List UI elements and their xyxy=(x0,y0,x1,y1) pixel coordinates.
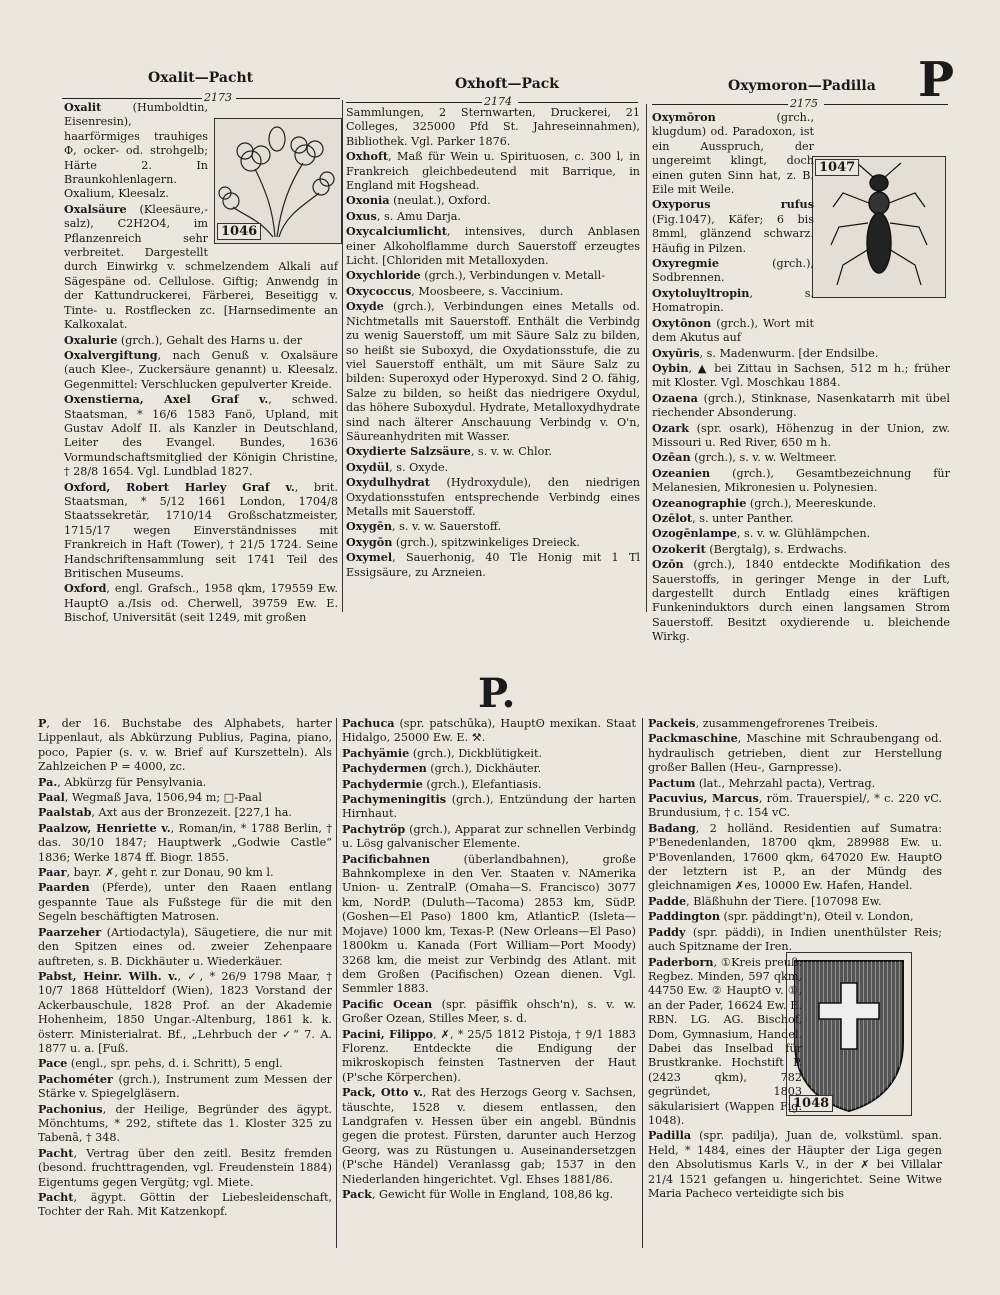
dictionary-entry xyxy=(64,333,338,348)
entry-text: (grch.), Stinknase, Nasenkatarrh mit übel riechender Absonderung. xyxy=(652,391,950,420)
entry-text: (spr. padilja), Juan de, volkstüml. span. Held, * 1484, eines der Häupter der Liga gegen den Absolutismus Karls V., in der ✗ bei Villalar 21/4 1521 gefangen u. hingerichtet. Seine Witwe Maria Pacheco verteidigte sich bis xyxy=(648,1129,942,1200)
entry-text: , der 16. Buchstabe des Alphabets, harter Lippenlaut, als Abkürzung Publius, Pagina, piano, poco, Papier (s. v. w. Brief auf Kurszetteln). Als Zahlzeichen P = 4000, zc. xyxy=(38,717,332,774)
entry-text: (grch.), Verbindungen eines Metalls od. Nichtmetalls mit Sauerstoff. Enthält die Verbindg zu wenig Sauerstoff, um mit Säure Salz zu bilden, so heißt sie Suboxyd, die Oxydationsstufe, die zu viel Sauerstoff enthält, um mit Säure Salz zu bilden: Superoxyd oder Hyperoxyd. Sind 2 O. fähig, Salze zu bilden, so heißt das niedrigere Oxydul, das höhere Suboxydul. Hydrate, Metalloxydhydrate sind nach älterer Anschauung Verbindg v. O'n, Säureanhydriten mit Wasser. xyxy=(346,300,640,443)
dictionary-entry xyxy=(342,1085,636,1187)
entry-text: (grch.), 1840 entdeckte Modifikation des Sauerstoffs, in geringer Menge in der Luft, dargestellt durch Entladg eines kräftigen Funkeninduktors durch einen langsamen Strom Sauerstoff. Besitzt oxydierende u. bleichende Wirkg. xyxy=(652,558,950,644)
entry-headword: Oxymōron xyxy=(652,110,716,124)
entry-text: (grch.), Elefantiasis. xyxy=(422,777,542,791)
dictionary-entry xyxy=(342,822,636,852)
entry-headword: Oxychloride xyxy=(346,268,421,283)
lower-column-right xyxy=(648,716,942,1201)
entry-text: (spr. osark), Höhenzug in der Union, zw. Missouri u. Red River, 650 m h. xyxy=(652,421,950,449)
entry-headword: Oxonia xyxy=(346,193,390,208)
entry-text: (lat., Mehrzahl pacta), Vertrag. xyxy=(695,776,876,790)
entry-text: , Vertrag über den zeitl. Besitz fremden (besond. fruchttragenden, vgl. Freudenstein 1884) Eigentums gegen Vergütg; vgl. Miete. xyxy=(38,1146,332,1189)
entry-text: (engl., spr. pehs, d. i. Schritt), 5 engl. xyxy=(67,1057,283,1071)
dictionary-entry xyxy=(38,1146,332,1190)
entry-text: , Roman/in, * 1788 Berlin, † das. 30/10 1847; Hauptwerk „Godwie Castle“ 1836; Werke 1874 ff. Biogr. 1855. xyxy=(38,821,332,864)
entry-headword: Oxalsäure xyxy=(64,201,127,216)
figure-number: 1048 xyxy=(789,1095,833,1112)
entry-text: , s. Oxyde. xyxy=(389,460,449,474)
entry-text: (grch.), Verbindungen v. Metall- xyxy=(420,269,605,283)
dictionary-entry xyxy=(648,776,942,791)
entry-headword: Oxydierte Salzsäure xyxy=(346,444,471,459)
entry-headword: Oxydül xyxy=(346,459,390,474)
entry-headword: Paalstab xyxy=(38,805,92,820)
entry-headword: Pabst, Heinr. Wilh. v. xyxy=(38,968,178,983)
entry-headword: Pack, Otto v. xyxy=(342,1085,423,1100)
entry-text: , ✓, * 26/9 1798 Maar, † 10/7 1868 Hütteldorf (Wien), 1823 Vorstand der Ackerbauschule, 1828 Prof. an der Akademie Hohenheim, 1850 Ungar.-Altenburg, 1861 k. k. österr. Ministerialrat. Bf., „Lehrbuch der ✓“ 7. A. 1877 u. a. [Fuß. xyxy=(38,969,333,1055)
lower-column-left xyxy=(38,716,332,1220)
section-divider-letter: P. xyxy=(478,670,516,717)
entry-headword: Ozeanien xyxy=(652,465,711,480)
entry-headword: Oxford xyxy=(64,581,107,596)
entry-headword: Pacini, Filippo xyxy=(342,1026,433,1041)
entry-text: (Artiodactyla), Säugetiere, die nur mit den Spitzen eines od. zweier Zehenpaare auftreten, s. B. Dickhäuter u. Wiederkäuer. xyxy=(38,925,332,968)
entry-text: , Maß für Wein u. Spirituosen, c. 300 l, in Frankreich gleichbedeutend mit Barrique, in England mit Hogshead. xyxy=(346,150,640,193)
dictionary-entry xyxy=(38,821,332,865)
entry-text: (überlandbahnen), große Bahnkomplexe in den Ver. Staaten v. NAmerika Union- u. ZentralP. (Omaha—S. Francisco) 3077 km, NordP. (Duluth—Tacoma) 2853 km, SüdP. (Goshen—El Paso) 1800 km, AtlanticP. (Isleta—Mojave) 1000 km, Texas-P. (New Orleans—El Paso) 1800km u. Kanada (Fort William—Port Moody) 3268 km, die meist zur Verbindg des Atlant. mit dem Großen (Pacifischen) Ozean dienen. Vgl. Semmler 1883. xyxy=(342,852,636,996)
entry-text: (grch.), Dickblütigkeit. xyxy=(409,746,543,760)
upper-column-right xyxy=(652,110,950,645)
entry-headword: Packeis xyxy=(648,716,696,730)
entry-text: , s. unter Panther. xyxy=(692,511,794,525)
entry-headword: Padde xyxy=(648,893,687,908)
header-center-title: Oxhoft—Pack xyxy=(455,76,559,92)
entry-text: (Pferde), unter den Raaen entlang gespannte Taue als Fußstege für die mit den Segeln beschäftigten Matrosen. xyxy=(38,881,332,924)
dictionary-entry xyxy=(342,761,636,776)
entry-text: , engl. Grafsch., 1958 qkm, 179559 Ew. Hauptʘ a./Isis od. Cherwell, 39759 Ew. E. Bischof, Universität (seit 1249, mit großen xyxy=(64,582,338,625)
entry-headword: Pacht xyxy=(38,1145,74,1160)
entry-headword: Ozokerit xyxy=(652,541,706,556)
entry-text: (grch.), Meereskunde. xyxy=(746,496,877,510)
column-divider xyxy=(342,100,343,612)
entry-headword: Ozēan xyxy=(652,450,691,465)
dictionary-entry xyxy=(64,480,338,582)
entry-headword: Oxyde xyxy=(346,299,384,314)
entry-text: , s. v. w. Sauerstoff. xyxy=(392,520,502,534)
dictionary-entry xyxy=(38,1102,332,1146)
rule-center-b xyxy=(518,102,638,103)
entry-text: , der Heilige, Begründer des ägypt. Mönchtums, * 292, stiftete das 1. Kloster 325 zu Tabenā, † 348. xyxy=(38,1102,332,1145)
entry-text: , s. Amu Darja. xyxy=(376,209,461,223)
rule-right-a xyxy=(652,104,788,105)
entry-text: (grch.), Gesamtbezeichnung für Melanesien, Mikronesien u. Polynesien. xyxy=(652,466,950,495)
dictionary-entry xyxy=(342,716,636,746)
dictionary-entry xyxy=(648,894,942,909)
dictionary-entry xyxy=(648,716,942,731)
entry-headword: Pacificbahnen xyxy=(342,851,430,866)
entry-headword: Oxus xyxy=(346,208,377,223)
entry-headword: Oxyregmie xyxy=(652,256,719,271)
entry-text: , ägypt. Göttin der Liebesleidenschaft, Tochter der Rah. Mit Katzenkopf. xyxy=(38,1191,332,1219)
entry-text: (grch.), Apparat zur schnellen Verbindg u. Lösg galvanischer Elemente. xyxy=(342,822,636,851)
rule-left-b xyxy=(236,98,340,99)
entry-headword: Oxytōnon xyxy=(652,315,712,330)
dictionary-entry xyxy=(38,969,332,1056)
dictionary-entry xyxy=(648,791,942,821)
dictionary-entry xyxy=(342,746,636,761)
entry-headword: Oxford, Robert Harley Graf v. xyxy=(64,479,295,494)
dictionary-entry xyxy=(38,1072,332,1102)
dictionary-entry xyxy=(346,550,640,580)
entry-text: , Rat des Herzogs Georg v. Sachsen, täuschte, 1528 v. diesem entlassen, den Landgrafen v. Hessen über ein angebl. Bündnis gegen die protest. Fürsten, darunter auch Herzog Georg, was zu Rüstungen u. Auseinandersetzgen (P'sche Händel) Veranlassg gab; 1537 in den Niederlanden hingerichtet. Vgl. Ehses 1881/86. xyxy=(342,1086,636,1186)
entry-text: , schwed. Staatsman, * 16/6 1583 Fanö, Upland, mit Gustav Adolf II. als Kanzler in Deutschland, Leiter des Evangel. Bundes, 1636 Vormundschaftsmitglied der Königin Christine, † 28/8 1654. Vgl. Lundblad 1827. xyxy=(64,393,338,479)
entry-headword: Badang xyxy=(648,820,696,835)
dictionary-entry xyxy=(38,805,332,820)
dictionary-entry xyxy=(342,852,636,997)
entry-headword: Oxydulhydrat xyxy=(346,475,430,490)
entry-text: (spr. patschūka), Hauptʘ mexikan. Staat Hidalgo, 25000 Ew. E. ⚒. xyxy=(342,717,636,745)
entry-text: , s. v. w. Chlor. xyxy=(470,445,552,459)
entry-headword: Ozēlot xyxy=(652,510,693,525)
figure-spacer xyxy=(208,118,338,250)
entry-headword: Packmaschine xyxy=(648,731,738,746)
entry-text: Sammlungen, 2 Sternwarten, Druckerei, 21 Colleges, 325000 Pfd St. Jahreseinnahmen), Bibliothek. Vgl. Parker 1876. xyxy=(346,106,640,148)
dictionary-entry xyxy=(346,444,640,459)
dictionary-entry xyxy=(64,392,338,479)
dictionary-entry xyxy=(346,460,640,475)
entry-headword: Oxhoft xyxy=(346,149,388,164)
page-number-center: 2174 xyxy=(484,95,512,108)
entry-text: (grch.), Entzündung der harten Hirnhaut. xyxy=(342,793,636,821)
lower-column-center xyxy=(342,716,636,1202)
entry-text: (Kleesäure,-salz), C2H2O4, im Pflanzenreich sehr verbreitet. Dargestellt durch Einwirkg v. schmelzendem Alkali auf Sägespäne od. Cellulose. Giftig; Anwendg in der Kattundruckerei, Färberei, Beseitigg v. Tinte- u. Rostflecken zc. [Harnsedimente an Kalkoxalat. xyxy=(64,202,338,332)
rule-right-b xyxy=(824,104,948,105)
dictionary-entry xyxy=(342,777,636,792)
entry-text: , ▲ bei Zittau in Sachsen, 512 m h.; früher mit Kloster. Vgl. Moschkau 1884. xyxy=(652,361,950,390)
dictionary-entry xyxy=(38,775,332,790)
dictionary-entry xyxy=(38,925,332,969)
entry-text: , Moosbeere, s. Vaccinium. xyxy=(411,284,564,298)
dictionary-entry xyxy=(38,716,332,775)
entry-text: , zusammengefrorenes Treibeis. xyxy=(695,717,879,730)
entry-headword: Pachymeningitis xyxy=(342,792,447,807)
dictionary-entry xyxy=(346,284,640,299)
entry-text: , s. v. w. Glühlämpchen. xyxy=(736,527,871,541)
header-right-title: Oxymoron—Padilla xyxy=(728,78,876,94)
entry-text: , Gewicht für Wolle in England, 108,86 kg. xyxy=(371,1188,614,1201)
entry-text: (spr. päsiffik ohsch'n), s. v. w. Großer Ozean, Stilles Meer, s. d. xyxy=(342,997,636,1026)
entry-headword: Pachyämie xyxy=(342,745,410,760)
header-left-title: Oxalit—Pacht xyxy=(148,70,254,86)
entry-headword: Ozark xyxy=(652,420,689,435)
entry-headword: Paddington xyxy=(648,909,720,924)
entry-headword: Ozeanographie xyxy=(652,495,747,510)
dictionary-entry xyxy=(652,496,950,511)
entry-text: (grch.), Gehalt des Harns u. der xyxy=(117,333,303,347)
page-number-right: 2175 xyxy=(790,97,818,110)
entry-text: , Abkürzg für Pensylvania. xyxy=(57,775,207,789)
dictionary-entry xyxy=(346,475,640,519)
entry-headword: Paal xyxy=(38,790,65,805)
dictionary-entry xyxy=(346,149,640,193)
entry-headword: Oybin xyxy=(652,360,689,375)
dictionary-entry xyxy=(346,519,640,534)
entry-text: , Maschine mit Schraubengang od. hydraulisch getrieben, dient zur Herstellung großer Ballen (Heu-, Garnpresse). xyxy=(648,732,942,775)
entry-headword: P xyxy=(38,716,47,730)
dictionary-entry xyxy=(38,1056,332,1071)
dictionary-entry xyxy=(652,557,950,644)
entry-headword: Pachytröp xyxy=(342,821,406,836)
column-divider xyxy=(336,718,337,1248)
entry-text: , Sauerhonig, 40 Tle Honig mit 1 Tl Essigsäure, zu Arzneien. xyxy=(346,551,640,579)
entry-headword: Pachonius xyxy=(38,1101,103,1116)
dictionary-entry xyxy=(64,348,338,392)
entry-headword: Paarden xyxy=(38,880,90,895)
entry-text: (grch.), Instrument zum Messen der Stärke v. Spiegelgläsern. xyxy=(38,1072,332,1101)
entry-headword: Oxyūris xyxy=(652,345,700,360)
entry-text: (Hydroxydule), den niedrigen Oxydationsstufen entsprechende Verbindg eines Metalls mit Sauerstoff. xyxy=(346,476,640,518)
entry-text: (Humboldtin, Eisenresin), haarförmiges trauhiges Φ, ocker- od. strohgelb; Härte 2. In Braunkohlenlagern. xyxy=(64,101,208,187)
dictionary-entry xyxy=(342,1027,636,1086)
entry-headword: Pack xyxy=(342,1187,372,1201)
dictionary-entry xyxy=(38,790,332,805)
entry-headword: Paddy xyxy=(648,924,686,939)
column-divider xyxy=(642,718,643,1248)
entry-text: , Wegmaß Java, 1506,94 m; □-Paal xyxy=(64,791,262,805)
entry-text: (grch.), spitzwinkeliges Dreieck. xyxy=(392,535,580,549)
dictionary-entry xyxy=(38,865,332,880)
entry-text: (grch.), Sodbrennen. xyxy=(652,257,814,285)
figure-spacer xyxy=(802,955,942,1121)
entry-headword: Paalzow, Henriette v. xyxy=(38,820,171,835)
entry-headword: Oxalurie xyxy=(64,332,118,347)
entry-text: , brit. Staatsman, * 5/12 1661 London, 1704/8 Staatssekretär, 1710/14 Großschatzmeister, 1715/17 wegen Einverständnisses mit Frankreich in Haft (Tower), † 21/5 1724. Seine Handschriftensammlung seit 1741 Teil des Britischen Museums. xyxy=(64,480,338,580)
dictionary-entry xyxy=(64,581,338,625)
entry-headword: Pace xyxy=(38,1056,68,1071)
entry-text: (grch.), Wort mit dem Akutus auf xyxy=(652,316,814,345)
entry-text: , Bläßhuhn der Tiere. [107098 Ew. xyxy=(686,894,882,908)
dictionary-entry xyxy=(652,511,950,526)
entry-text: , ①Kreis preuß. Regbez. Minden, 597 qkm, 44750 Ew. ② Hauptʘ v. ①, an der Pader, 16624 Ew. E. RBN. LG. AG. Bischof, Dom, Gymnasium, Handel. Dabei das Inselbad für Brustkranke. Hochstift P. (2423 qkm), 782 gegründet, 1803 säkularisiert (Wappen Fig. 1048). xyxy=(648,955,802,1127)
entry-headword: Oxyporus rufus xyxy=(652,197,814,212)
entry-headword: Oxygēn xyxy=(346,519,392,534)
entry-headword: Oxalvergiftung xyxy=(64,347,158,362)
entry-text: (neulat.), Oxford. xyxy=(389,194,491,208)
entry-text: (grch.), Dickhäuter. xyxy=(426,762,542,776)
entry-headword: Oxenstierna, Axel Graf v. xyxy=(64,392,269,407)
dictionary-entry xyxy=(342,997,636,1027)
dictionary-entry xyxy=(648,731,942,775)
dictionary-entry xyxy=(342,792,636,822)
dictionary-entry xyxy=(346,106,640,149)
entry-headword: Pactum xyxy=(648,775,696,790)
entry-text: (grch.), s. v. w. Weltmeer. xyxy=(690,451,837,465)
rule-center-a xyxy=(346,102,482,103)
entry-headword: Oxycoccus xyxy=(346,283,412,298)
entry-headword: Pachydermie xyxy=(342,776,423,791)
entry-headword: Pacific Ocean xyxy=(342,996,433,1011)
dictionary-entry xyxy=(346,535,640,550)
rule-left-a xyxy=(62,98,202,99)
dictionary-entry xyxy=(648,1128,942,1201)
entry-headword: Ozogēnlampe xyxy=(652,526,737,541)
entry-text: , 2 holländ. Residentien auf Sumatra: P'Benedenlanden, 18700 qkm, 289988 Ew. u. P'Bovenlanden, 17600 qkm, 647020 Ew. Hauptʘ der letztern ist P., an der Mündg des gleichnamigen ✗es, 10000 Ew. Hafen, Handel. xyxy=(648,821,942,893)
entry-headword: Oxymel xyxy=(346,550,393,565)
dictionary-entry xyxy=(652,466,950,496)
entry-text: (Fig.1047), Käfer; 6 bis 8mml, glänzend schwarz. Häufig in Pilzen. xyxy=(652,212,814,255)
entry-text: (Bergtalg), s. Erdwachs. xyxy=(705,542,847,556)
figure-spacer xyxy=(814,154,950,340)
entry-headword: Ozōn xyxy=(652,557,684,572)
dictionary-entry xyxy=(38,1190,332,1220)
entry-headword: Oxalit xyxy=(64,100,102,114)
column-divider xyxy=(646,104,647,612)
entry-text: , s. Homatropin. xyxy=(652,286,814,315)
page-number-left: 2173 xyxy=(204,91,232,104)
dictionary-entry xyxy=(652,421,950,451)
dictionary-entry xyxy=(652,526,950,541)
dictionary-entry xyxy=(648,821,942,894)
dictionary-entry xyxy=(648,925,942,955)
entry-text: (spr. päddi), in Indien unenthülster Reis; auch Spitzname der Iren. xyxy=(648,925,942,954)
entry-headword: Oxygōn xyxy=(346,534,393,549)
dictionary-entry xyxy=(346,209,640,224)
entry-headword: Pachuca xyxy=(342,716,395,730)
entry-text: , Axt aus der Bronzezeit. [227,1 ha. xyxy=(91,806,292,820)
entry-headword: Paderborn xyxy=(648,954,714,969)
dictionary-entry xyxy=(346,193,640,208)
entry-headword: Paarzeher xyxy=(38,924,102,939)
entry-headword: Oxycalciumlicht xyxy=(346,224,447,239)
figure-number: 1047 xyxy=(815,159,859,176)
entry-text: , bayr. ✗, geht r. zur Donau, 90 km l. xyxy=(66,866,274,880)
entry-headword: Pa. xyxy=(38,774,58,789)
dictionary-entry xyxy=(648,909,942,924)
entry-headword: Padilla xyxy=(648,1128,692,1143)
entry-text: Oxalium, Kleesalz. xyxy=(64,187,169,201)
section-letter: P xyxy=(918,52,955,108)
entry-headword: Ozaena xyxy=(652,390,698,405)
dictionary-entry xyxy=(342,1187,636,1202)
dictionary-entry xyxy=(346,268,640,283)
entry-headword: Pacht xyxy=(38,1190,74,1204)
dictionary-entry xyxy=(346,224,640,268)
upper-column-left xyxy=(64,100,338,626)
entry-text: , röm. Trauerspiel/, * c. 220 vC. Brundusium, † c. 154 vC. xyxy=(648,792,942,820)
entry-text: , s. Madenwurm. [der Endsilbe. xyxy=(699,346,879,360)
dictionary-entry xyxy=(652,346,950,361)
dictionary-entry xyxy=(652,542,950,557)
entry-headword: Paar xyxy=(38,865,67,880)
dictionary-entry xyxy=(652,361,950,391)
dictionary-entry xyxy=(652,450,950,465)
entry-headword: Pachométer xyxy=(38,1071,113,1086)
figure-number: 1046 xyxy=(217,223,261,240)
entry-headword: Pacuvius, Marcus xyxy=(648,791,759,806)
entry-text: (spr. päddingt'n), ʘteil v. London, xyxy=(719,910,914,924)
entry-headword: Pachydermen xyxy=(342,761,427,776)
dictionary-entry xyxy=(346,299,640,444)
dictionary-entry xyxy=(38,880,332,924)
entry-headword: Oxytoluyltropin xyxy=(652,285,750,300)
entry-text: , nach Genuß v. Oxalsäure (auch Klee-, Zuckersäure genannt) u. Kleesalz. Gegenmittel: Verschlucken gepulverter Kreide. xyxy=(64,348,338,391)
entry-text: , ✗, * 25/5 1812 Pistoja, † 9/1 1883 Florenz. Entdeckte die Endigung der mikroskopisch feinsten Tastnerven der Haut (P'sche Körperchen). xyxy=(342,1027,636,1084)
entry-text: (grch., klugdum) od. Paradoxon, ist ein Ausspruch, der ungereimt klingt, doch einen guten Sinn hat, z. B. Eile mit Weile. xyxy=(652,111,814,197)
entry-text: , intensives, durch Anblasen einer Alkoholflamme durch Sauerstoff erzeugtes Licht. [Chloriden mit Metalloxyden. xyxy=(346,225,640,268)
dictionary-entry xyxy=(652,391,950,421)
upper-column-center xyxy=(346,106,640,580)
